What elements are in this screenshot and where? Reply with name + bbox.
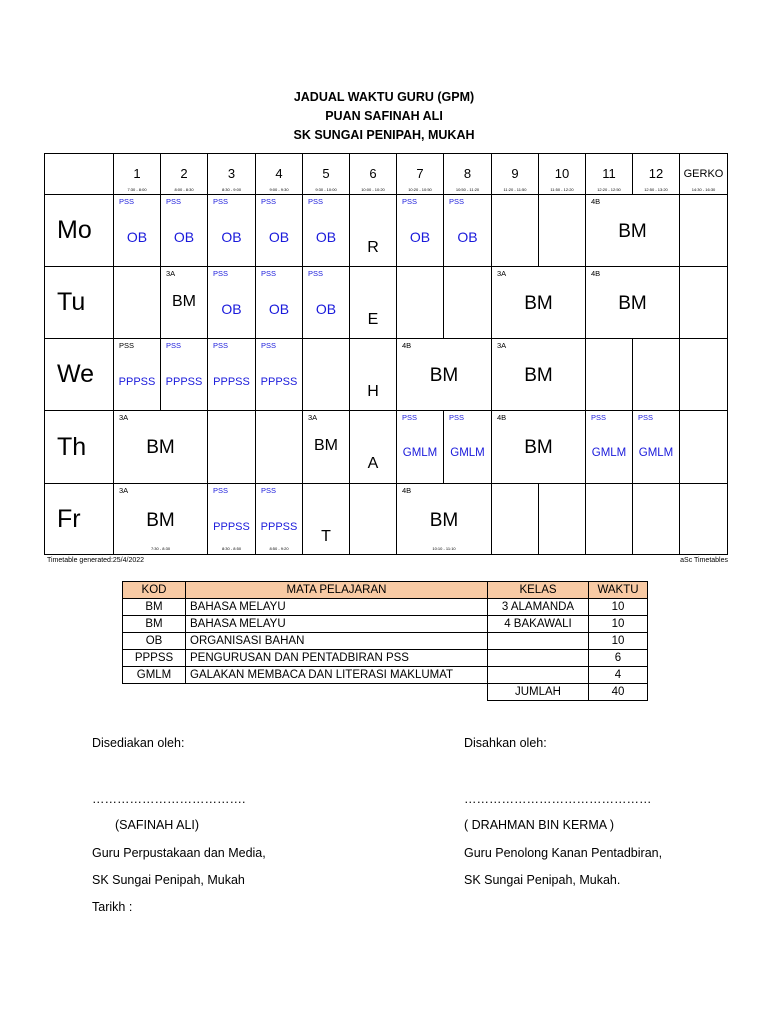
cell-waktu: 10	[589, 599, 648, 616]
table-row	[123, 667, 648, 684]
lesson-cell	[396, 483, 492, 555]
col-header-kelas: KELAS	[488, 582, 589, 599]
rest-cell	[349, 194, 397, 267]
subject-code: PPPSS	[260, 521, 298, 533]
cell-kod: BM	[123, 616, 186, 633]
cell-mata-pelajaran: BAHASA MELAYU	[186, 616, 488, 633]
class-code: PSS	[213, 486, 229, 495]
day-label: Fr	[57, 504, 81, 533]
empty-cell	[113, 266, 161, 339]
cell-waktu: 10	[589, 633, 648, 650]
subject-code: BM	[524, 437, 553, 458]
period-time: 8:00 - 8:30	[174, 187, 194, 192]
class-code: 3A	[119, 486, 129, 495]
lesson-cell	[491, 266, 586, 339]
cell-kelas	[488, 633, 589, 650]
period-number: 11	[602, 166, 616, 181]
empty-cell	[255, 410, 303, 484]
period-time: 12:50 - 13:20	[644, 187, 668, 192]
rest-letter: H	[367, 383, 379, 400]
cell-waktu: 6	[589, 650, 648, 667]
table-total-row	[123, 684, 648, 701]
subject-code: PPPSS	[213, 521, 250, 533]
empty-cell	[443, 266, 492, 339]
subject-code: BM	[618, 293, 647, 314]
class-code: 4B	[402, 486, 412, 495]
lesson-cell	[491, 338, 586, 411]
cell-time: 8:30 - 8:50	[221, 546, 242, 551]
document-title-block	[0, 88, 768, 145]
lesson-cell	[443, 194, 492, 267]
class-code: 3A	[497, 269, 507, 278]
lesson-cell	[113, 338, 161, 411]
lesson-cell	[585, 194, 680, 267]
day-cell-tu	[44, 266, 114, 339]
period-header-8	[443, 153, 492, 195]
cell-mata-pelajaran: GALAKAN MEMBACA DAN LITERASI MAKLUMAT	[186, 667, 488, 684]
period-header-7	[396, 153, 444, 195]
lesson-cell	[255, 483, 303, 555]
period-time: 12:20 - 12:50	[597, 187, 621, 192]
empty-cell	[396, 266, 444, 339]
subject-code: GMLM	[638, 447, 674, 459]
class-code: PSS	[261, 197, 277, 206]
lesson-cell	[396, 338, 492, 411]
table-row	[123, 650, 648, 667]
class-code: 4B	[591, 197, 601, 206]
subject-code: OB	[457, 229, 478, 245]
period-number: 7	[416, 166, 424, 181]
empty-cell	[349, 483, 397, 555]
rest-letter: A	[367, 455, 379, 472]
lesson-cell	[255, 194, 303, 267]
lesson-cell	[302, 266, 350, 339]
period-header-2	[160, 153, 208, 195]
period-number: 3	[227, 166, 236, 181]
title-line-2: PUAN SAFINAH ALI	[325, 109, 443, 123]
period-time: 9:30 - 10:00	[315, 187, 337, 192]
approved-by-label: Disahkan oleh:	[464, 736, 547, 750]
class-code: PSS	[213, 341, 229, 350]
class-code: 4B	[497, 413, 507, 422]
period-header-6	[349, 153, 397, 195]
subject-code: BM	[524, 293, 553, 314]
rest-letter: T	[321, 528, 331, 545]
subject-code: OB	[173, 229, 195, 245]
day-label: Mo	[57, 216, 92, 244]
lesson-cell	[396, 194, 444, 267]
rest-cell	[302, 483, 350, 555]
period-header-9	[491, 153, 539, 195]
subject-code: OB	[268, 229, 290, 245]
empty-cell	[679, 338, 728, 411]
empty-cell	[491, 194, 539, 267]
period-header-5	[302, 153, 350, 195]
class-code: 3A	[308, 413, 318, 422]
table-row	[123, 599, 648, 616]
period-header-gerko	[679, 153, 728, 195]
period-time: 7:30 - 8:00	[127, 187, 147, 192]
software-brand: aSc Timetables	[680, 557, 728, 564]
period-time: 11:20 - 11:50	[503, 187, 527, 192]
day-label: Tu	[57, 288, 86, 316]
class-code: PSS	[402, 197, 418, 206]
class-code: PSS	[119, 197, 135, 206]
period-time: 11:50 - 12:20	[550, 187, 574, 192]
lesson-cell	[207, 338, 256, 411]
period-time: 10:00 - 10:20	[361, 187, 385, 192]
subject-code: OB	[221, 229, 242, 245]
subject-summary-table	[122, 581, 648, 701]
day-cell-th	[44, 410, 114, 484]
cell-kod: OB	[123, 633, 186, 650]
class-code: PSS	[308, 269, 324, 278]
subject-code: BM	[314, 437, 338, 454]
empty-cell	[207, 410, 256, 484]
lesson-cell	[160, 338, 208, 411]
cell-time: 10:10 - 11:10	[432, 546, 456, 551]
period-number: 5	[322, 166, 330, 181]
cell-waktu: 10	[589, 616, 648, 633]
lesson-cell	[632, 410, 680, 484]
period-header-10	[538, 153, 586, 195]
rest-cell	[349, 266, 397, 339]
corner-cell	[44, 153, 114, 195]
subject-code: OB	[315, 229, 337, 245]
period-number: GERKO	[683, 168, 724, 180]
class-code: 3A	[119, 413, 129, 422]
approved-by-name: ( DRAHMAN BIN KERMA )	[464, 818, 615, 832]
day-cell-mo	[44, 194, 114, 267]
prepared-by-role: Guru Perpustakaan dan Media,	[92, 846, 266, 860]
cell-time: 7:30 - 8:30	[150, 546, 171, 551]
period-header-1	[113, 153, 161, 195]
subject-code: PPPSS	[118, 376, 156, 388]
cell-kod: GMLM	[123, 667, 186, 684]
empty-cell	[679, 410, 728, 484]
lesson-cell	[113, 410, 208, 484]
period-time: 10:50 - 11:20	[455, 187, 480, 192]
lesson-cell	[160, 266, 208, 339]
subject-code: OB	[315, 301, 337, 317]
class-code: PSS	[119, 341, 135, 350]
class-code: 3A	[166, 269, 176, 278]
rest-letter: E	[367, 311, 379, 328]
table-row	[123, 633, 648, 650]
lesson-cell	[396, 410, 444, 484]
cell-kelas: 3 ALAMANDA	[488, 599, 589, 616]
subject-code: BM	[618, 221, 647, 242]
lesson-cell	[491, 410, 586, 484]
class-code: PSS	[638, 413, 654, 422]
blank-cell	[186, 684, 488, 701]
subject-code: OB	[268, 301, 290, 317]
class-code: PSS	[449, 413, 465, 422]
lesson-cell	[585, 410, 633, 484]
cell-kod: PPPSS	[123, 650, 186, 667]
prepared-by-signature-line: ……………………………….	[92, 792, 246, 806]
subject-code: PPPSS	[260, 376, 298, 388]
generated-note: Timetable generated:25/4/2022	[47, 557, 145, 564]
cell-kelas	[488, 650, 589, 667]
cell-mata-pelajaran: ORGANISASI BAHAN	[186, 633, 488, 650]
date-label: Tarikh :	[92, 900, 133, 914]
subject-code: PPPSS	[213, 376, 250, 388]
class-code: PSS	[213, 269, 229, 278]
lesson-cell	[113, 483, 208, 555]
period-number: 1	[133, 166, 141, 181]
lesson-cell	[113, 194, 161, 267]
total-label: JUMLAH	[488, 684, 589, 701]
subject-code: BM	[146, 437, 175, 458]
class-code: PSS	[261, 486, 277, 495]
col-header-mata-pelajaran: MATA PELAJARAN	[186, 582, 488, 599]
lesson-cell	[207, 266, 256, 339]
empty-cell	[538, 483, 586, 555]
period-number: 8	[463, 166, 472, 181]
cell-time: 8:50 - 9:20	[269, 546, 289, 551]
subject-code: BM	[524, 365, 553, 386]
blank-cell	[123, 684, 186, 701]
timetable-grid	[44, 153, 728, 555]
lesson-cell	[207, 194, 256, 267]
subject-code: BM	[429, 365, 459, 386]
lesson-cell	[302, 410, 350, 484]
prepared-by-name: (SAFINAH ALI)	[115, 818, 200, 832]
empty-cell	[585, 483, 633, 555]
title-line-3: SK SUNGAI PENIPAH, MUKAH	[293, 128, 475, 142]
empty-cell	[632, 338, 680, 411]
rest-cell	[349, 338, 397, 411]
title-line-1: JADUAL WAKTU GURU (GPM)	[293, 90, 475, 104]
cell-waktu: 4	[589, 667, 648, 684]
day-label: We	[57, 360, 95, 388]
lesson-cell	[207, 483, 256, 555]
total-value: 40	[589, 684, 648, 701]
period-number: 4	[275, 166, 283, 181]
subject-code: GMLM	[402, 447, 438, 459]
subject-code: OB	[221, 301, 242, 317]
period-time: 10:20 - 10:50	[408, 187, 432, 192]
class-code: PSS	[213, 197, 229, 206]
period-header-4	[255, 153, 303, 195]
day-cell-we	[44, 338, 114, 411]
lesson-cell	[255, 338, 303, 411]
empty-cell	[491, 483, 539, 555]
period-header-12	[632, 153, 680, 195]
approved-by-role: Guru Penolong Kanan Pentadbiran,	[464, 846, 663, 860]
empty-cell	[679, 266, 728, 339]
subject-code: GMLM	[450, 447, 485, 459]
class-code: PSS	[449, 197, 465, 206]
class-code: PSS	[261, 341, 277, 350]
class-code: 4B	[591, 269, 601, 278]
day-label: Th	[57, 432, 87, 461]
subject-code: OB	[409, 229, 431, 245]
period-time: 14:30 - 16:30	[691, 187, 716, 192]
class-code: PSS	[308, 197, 324, 206]
subject-code: BM	[172, 293, 196, 310]
period-time: 9:00 - 9:30	[269, 187, 289, 192]
subject-code: BM	[146, 510, 175, 531]
cell-mata-pelajaran: PENGURUSAN DAN PENTADBIRAN PSS	[186, 650, 488, 667]
class-code: PSS	[166, 341, 182, 350]
class-code: PSS	[402, 413, 418, 422]
rest-letter: R	[367, 239, 379, 256]
cell-kelas	[488, 667, 589, 684]
empty-cell	[585, 338, 633, 411]
cell-mata-pelajaran: BAHASA MELAYU	[186, 599, 488, 616]
prepared-by-label: Disediakan oleh:	[92, 736, 185, 750]
empty-cell	[302, 338, 350, 411]
col-header-waktu: WAKTU	[589, 582, 648, 599]
approved-by-signature-line: ………………………………………	[464, 792, 652, 806]
lesson-cell	[160, 194, 208, 267]
period-header-3	[207, 153, 256, 195]
class-code: PSS	[591, 413, 607, 422]
day-cell-fr	[44, 483, 114, 555]
lesson-cell	[255, 266, 303, 339]
empty-cell	[632, 483, 680, 555]
empty-cell	[679, 194, 728, 267]
table-header-row	[123, 582, 648, 599]
period-number: 12	[648, 166, 664, 181]
prepared-by-school: SK Sungai Penipah, Mukah	[92, 873, 245, 887]
approved-by-school: SK Sungai Penipah, Mukah.	[464, 873, 621, 887]
subject-code: PPPSS	[165, 376, 203, 388]
period-number: 9	[511, 166, 519, 181]
class-code: 3A	[497, 341, 507, 350]
col-header-kod: KOD	[123, 582, 186, 599]
cell-kod: BM	[123, 599, 186, 616]
period-header-11	[585, 153, 633, 195]
lesson-cell	[302, 194, 350, 267]
lesson-cell	[443, 410, 492, 484]
cell-kelas: 4 BAKAWALI	[488, 616, 589, 633]
class-code: PSS	[166, 197, 182, 206]
period-time: 8:30 - 9:00	[221, 187, 242, 192]
subject-code: GMLM	[591, 447, 627, 459]
table-row	[123, 616, 648, 633]
subject-code: OB	[126, 229, 148, 245]
class-code: PSS	[261, 269, 277, 278]
class-code: 4B	[402, 341, 412, 350]
lesson-cell	[585, 266, 680, 339]
period-number: 10	[554, 166, 570, 181]
empty-cell	[538, 194, 586, 267]
period-number: 2	[180, 166, 188, 181]
empty-cell	[679, 483, 728, 555]
rest-cell	[349, 410, 397, 484]
subject-code: BM	[429, 510, 459, 531]
period-number: 6	[369, 166, 377, 181]
